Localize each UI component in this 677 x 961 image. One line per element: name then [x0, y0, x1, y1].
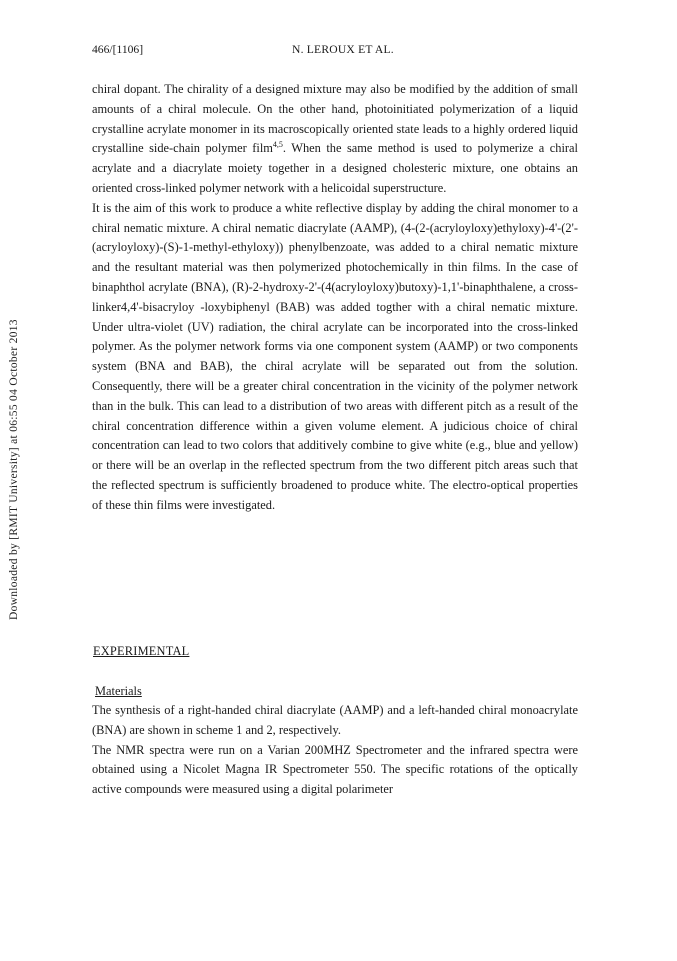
- citation-superscript: 4,5: [272, 140, 283, 150]
- running-title: N. LEROUX ET AL.: [292, 43, 394, 56]
- paragraph-synthesis: The synthesis of a right-handed chiral diacrylate (AAMP) and a left-handed chiral monoacrylate (BNA) are shown in scheme 1 and 2, respectively.: [92, 703, 578, 737]
- paragraph-intro-tail: . When the same method is used to polymerize a chiral acrylate and a diacrylate moiety together in a designed cholesteric mixture, one obtains an oriented cross-linked polymer network with a helicoidal superstructure.: [92, 141, 578, 195]
- paragraph-intro: [92, 80, 578, 199]
- body-text: [92, 80, 578, 516]
- subsection-heading-materials: Materials: [95, 684, 142, 698]
- download-watermark: Downloaded by [RMIT University] at 06:55 04 October 2013: [8, 319, 20, 620]
- materials-text: [92, 701, 578, 800]
- paragraph-spectra: The NMR spectra were run on a Varian 200MHZ Spectrometer and the infrared spectra were obtained using a Nicolet Magna IR Spectrometer 550. The specific rotations of the optically active compounds were measured using a digital polarimeter: [92, 742, 578, 797]
- page-header: [92, 43, 577, 59]
- paragraph-intro-text: chiral dopant. The chirality of a designed mixture may also be modified by the addition of small amounts of a chiral molecule. On the other hand, photoinitiated polymerization of a liquid crystalline acrylate monomer in its macroscopically oriented state leads to a highly ordered liquid crystalline side-chain polymer film: [92, 82, 578, 156]
- paragraph-aim: It is the aim of this work to produce a white reflective display by adding the chiral monomer to a chiral nematic mixture. A chiral nematic diacrylate (AAMP), (4-(2-(acryloyloxy)ethyloxy)-4'-(2'-(acryloyloxy)-(S)-1-methyl-ethyloxy)) phenylbenzoate, was added to a chiral nematic mixture and the resultant material was then polymerized photochemically in thin films. In the case of binaphthol acrylate (BNA), (R)-2-hydroxy-2'-(4(acryloyloxy)butoxy)-1,1'-binaphthalene, a cross-linker4,4'-bisacryloy -loxybiphenyl (BAB) was added togther with a chiral nematic mixture. Under ultra-violet (UV) radiation, the chiral acrylate can be incorporated into the cross-linked polymer. As the polymer network forms via one component system (AAMP) or two components system (BNA and BAB), the chiral acrylate will be separated out from the solution. Consequently, there will be a greater chiral concentration in the vicinity of the polymer network than in the bulk. This can lead to a distribution of two areas with different pitch as a result of the chiral concentration difference within a given volume element. A judicious choice of chiral concentration can lead to two colors that additively combine to give white (e.g., blue and yellow) or there will be an overlap in the reflected spectrum from the two different pitch areas such that the reflected spectrum is sufficiently broadened to produce white. The electro-optical properties of these thin films were investigated.: [92, 200, 578, 512]
- section-heading-experimental: EXPERIMENTAL: [93, 644, 190, 658]
- page-number: 466/[1106]: [92, 43, 144, 56]
